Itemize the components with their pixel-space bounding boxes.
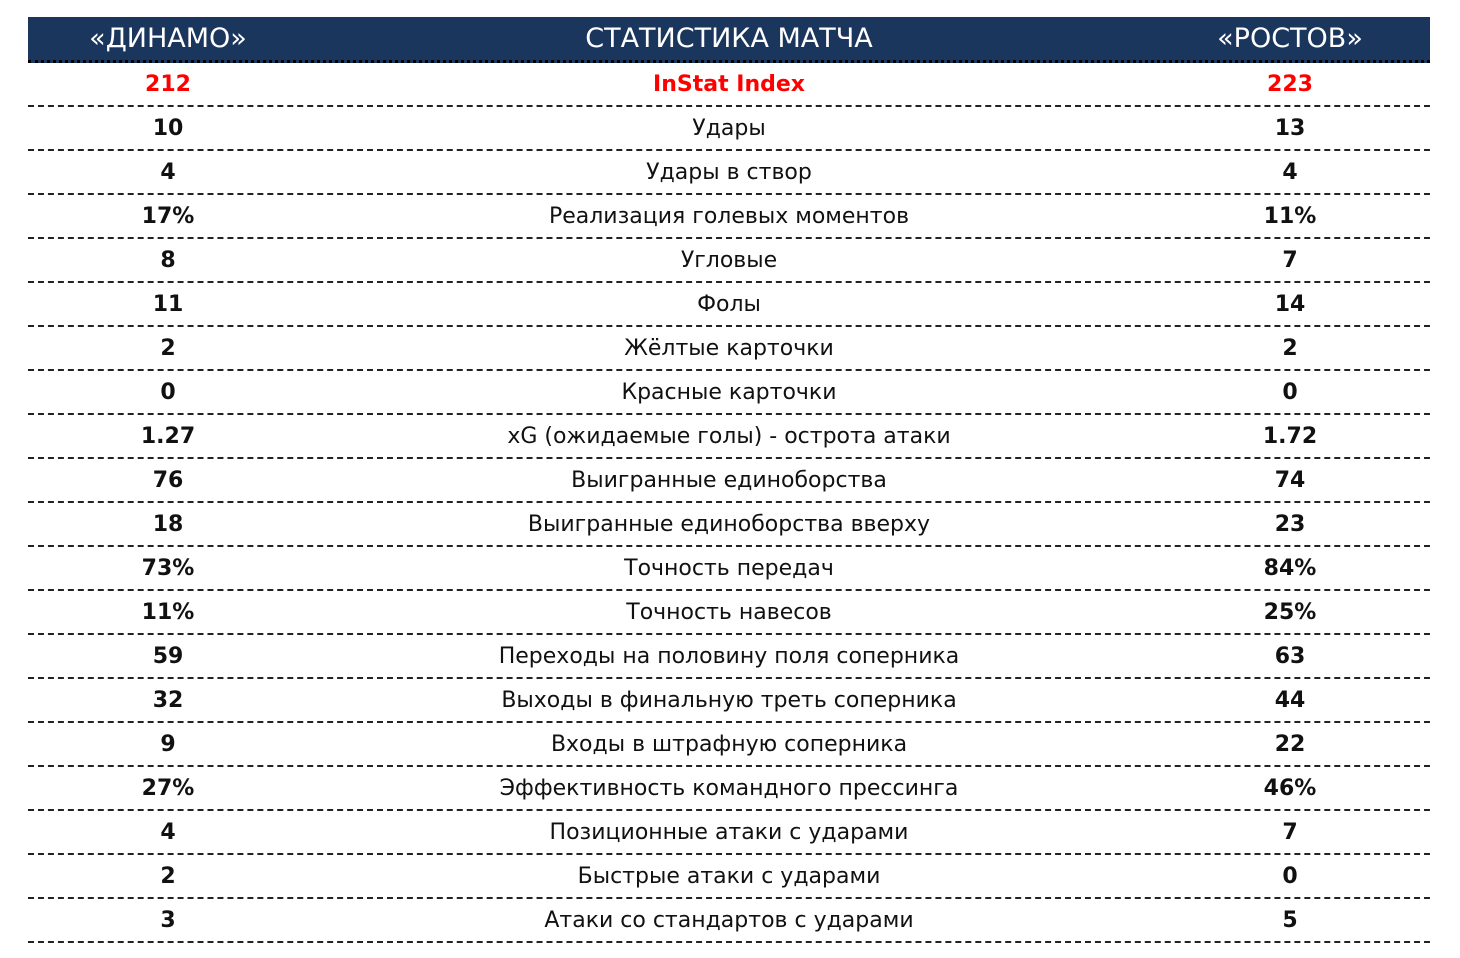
home-value: 8 [160, 247, 176, 273]
home-value: 2 [160, 335, 176, 361]
home-value: 9 [160, 731, 176, 757]
stat-label: Выигранные единоборства [571, 467, 887, 493]
table-row [28, 591, 1430, 635]
home-value: 4 [160, 819, 176, 845]
stat-label: Реализация голевых моментов [548, 203, 910, 229]
away-value: 46% [1263, 775, 1317, 801]
home-value: 212 [145, 71, 191, 97]
table-row [28, 239, 1430, 283]
table-row [28, 547, 1430, 591]
home-value: 3 [160, 907, 176, 933]
away-value: 63 [1274, 643, 1306, 669]
home-team-name: «ДИНАМО» [89, 23, 247, 54]
table-row [28, 679, 1430, 723]
away-value: 0 [1282, 379, 1298, 405]
away-value: 22 [1274, 731, 1306, 757]
home-value: 73% [141, 555, 195, 581]
table-row [28, 63, 1430, 107]
stat-label: Красные карточки [621, 379, 837, 405]
table-row [28, 151, 1430, 195]
away-value: 223 [1267, 71, 1313, 97]
stat-label: Фолы [697, 291, 761, 317]
table-row [28, 503, 1430, 547]
home-value: 32 [152, 687, 184, 713]
table-row [28, 635, 1430, 679]
stat-label: Угловые [680, 247, 778, 273]
stat-label: Выходы в финальную треть соперника [501, 687, 957, 713]
table-title: СТАТИСТИКА МАТЧА [585, 23, 873, 54]
away-value: 74 [1274, 467, 1306, 493]
away-value: 23 [1274, 511, 1306, 537]
home-value: 27% [141, 775, 195, 801]
home-value: 4 [160, 159, 176, 185]
stat-label: Атаки со стандартов с ударами [544, 907, 914, 933]
away-value: 44 [1274, 687, 1306, 713]
away-value: 0 [1282, 863, 1298, 889]
table-header [28, 17, 1430, 63]
table-row [28, 767, 1430, 811]
table-row [28, 107, 1430, 151]
stat-label: Удары в створ [646, 159, 812, 185]
away-team-name: «РОСТОВ» [1217, 23, 1363, 54]
stat-label: Входы в штрафную соперника [550, 731, 908, 757]
away-value: 2 [1282, 335, 1298, 361]
away-value: 25% [1263, 599, 1317, 625]
home-value: 18 [152, 511, 184, 537]
home-value: 59 [152, 643, 184, 669]
away-value: 4 [1282, 159, 1298, 185]
table-row [28, 855, 1430, 899]
table-row [28, 371, 1430, 415]
table-row [28, 415, 1430, 459]
stat-label: Быстрые атаки с ударами [577, 863, 881, 889]
stat-label: Эффективность командного прессинга [499, 775, 959, 801]
home-value: 11% [141, 599, 195, 625]
stat-label: Удары [692, 115, 766, 141]
home-value: 11 [152, 291, 184, 317]
home-value: 2 [160, 863, 176, 889]
stat-label: Переходы на половину поля соперника [498, 643, 960, 669]
away-value: 84% [1263, 555, 1317, 581]
match-stats-table [28, 17, 1430, 943]
table-row [28, 899, 1430, 943]
table-row [28, 811, 1430, 855]
home-value: 76 [152, 467, 184, 493]
table-row [28, 283, 1430, 327]
stat-label: Выигранные единоборства вверху [527, 511, 931, 537]
home-value: 10 [152, 115, 184, 141]
stat-label: Точность навесов [626, 599, 832, 625]
stat-label: Точность передач [624, 555, 834, 581]
home-value: 1.27 [140, 423, 196, 449]
stat-label: xG (ожидаемые голы) - острота атаки [507, 423, 951, 449]
table-row [28, 723, 1430, 767]
stat-label: Позиционные атаки с ударами [549, 819, 909, 845]
away-value: 1.72 [1262, 423, 1318, 449]
away-value: 7 [1282, 247, 1298, 273]
home-value: 17% [141, 203, 195, 229]
table-row [28, 459, 1430, 503]
away-value: 14 [1274, 291, 1306, 317]
away-value: 5 [1282, 907, 1298, 933]
table-row [28, 195, 1430, 239]
stat-label: Жёлтые карточки [624, 335, 834, 361]
home-value: 0 [160, 379, 176, 405]
stat-label: InStat Index [653, 71, 805, 97]
away-value: 11% [1263, 203, 1317, 229]
away-value: 13 [1274, 115, 1306, 141]
table-row [28, 327, 1430, 371]
away-value: 7 [1282, 819, 1298, 845]
